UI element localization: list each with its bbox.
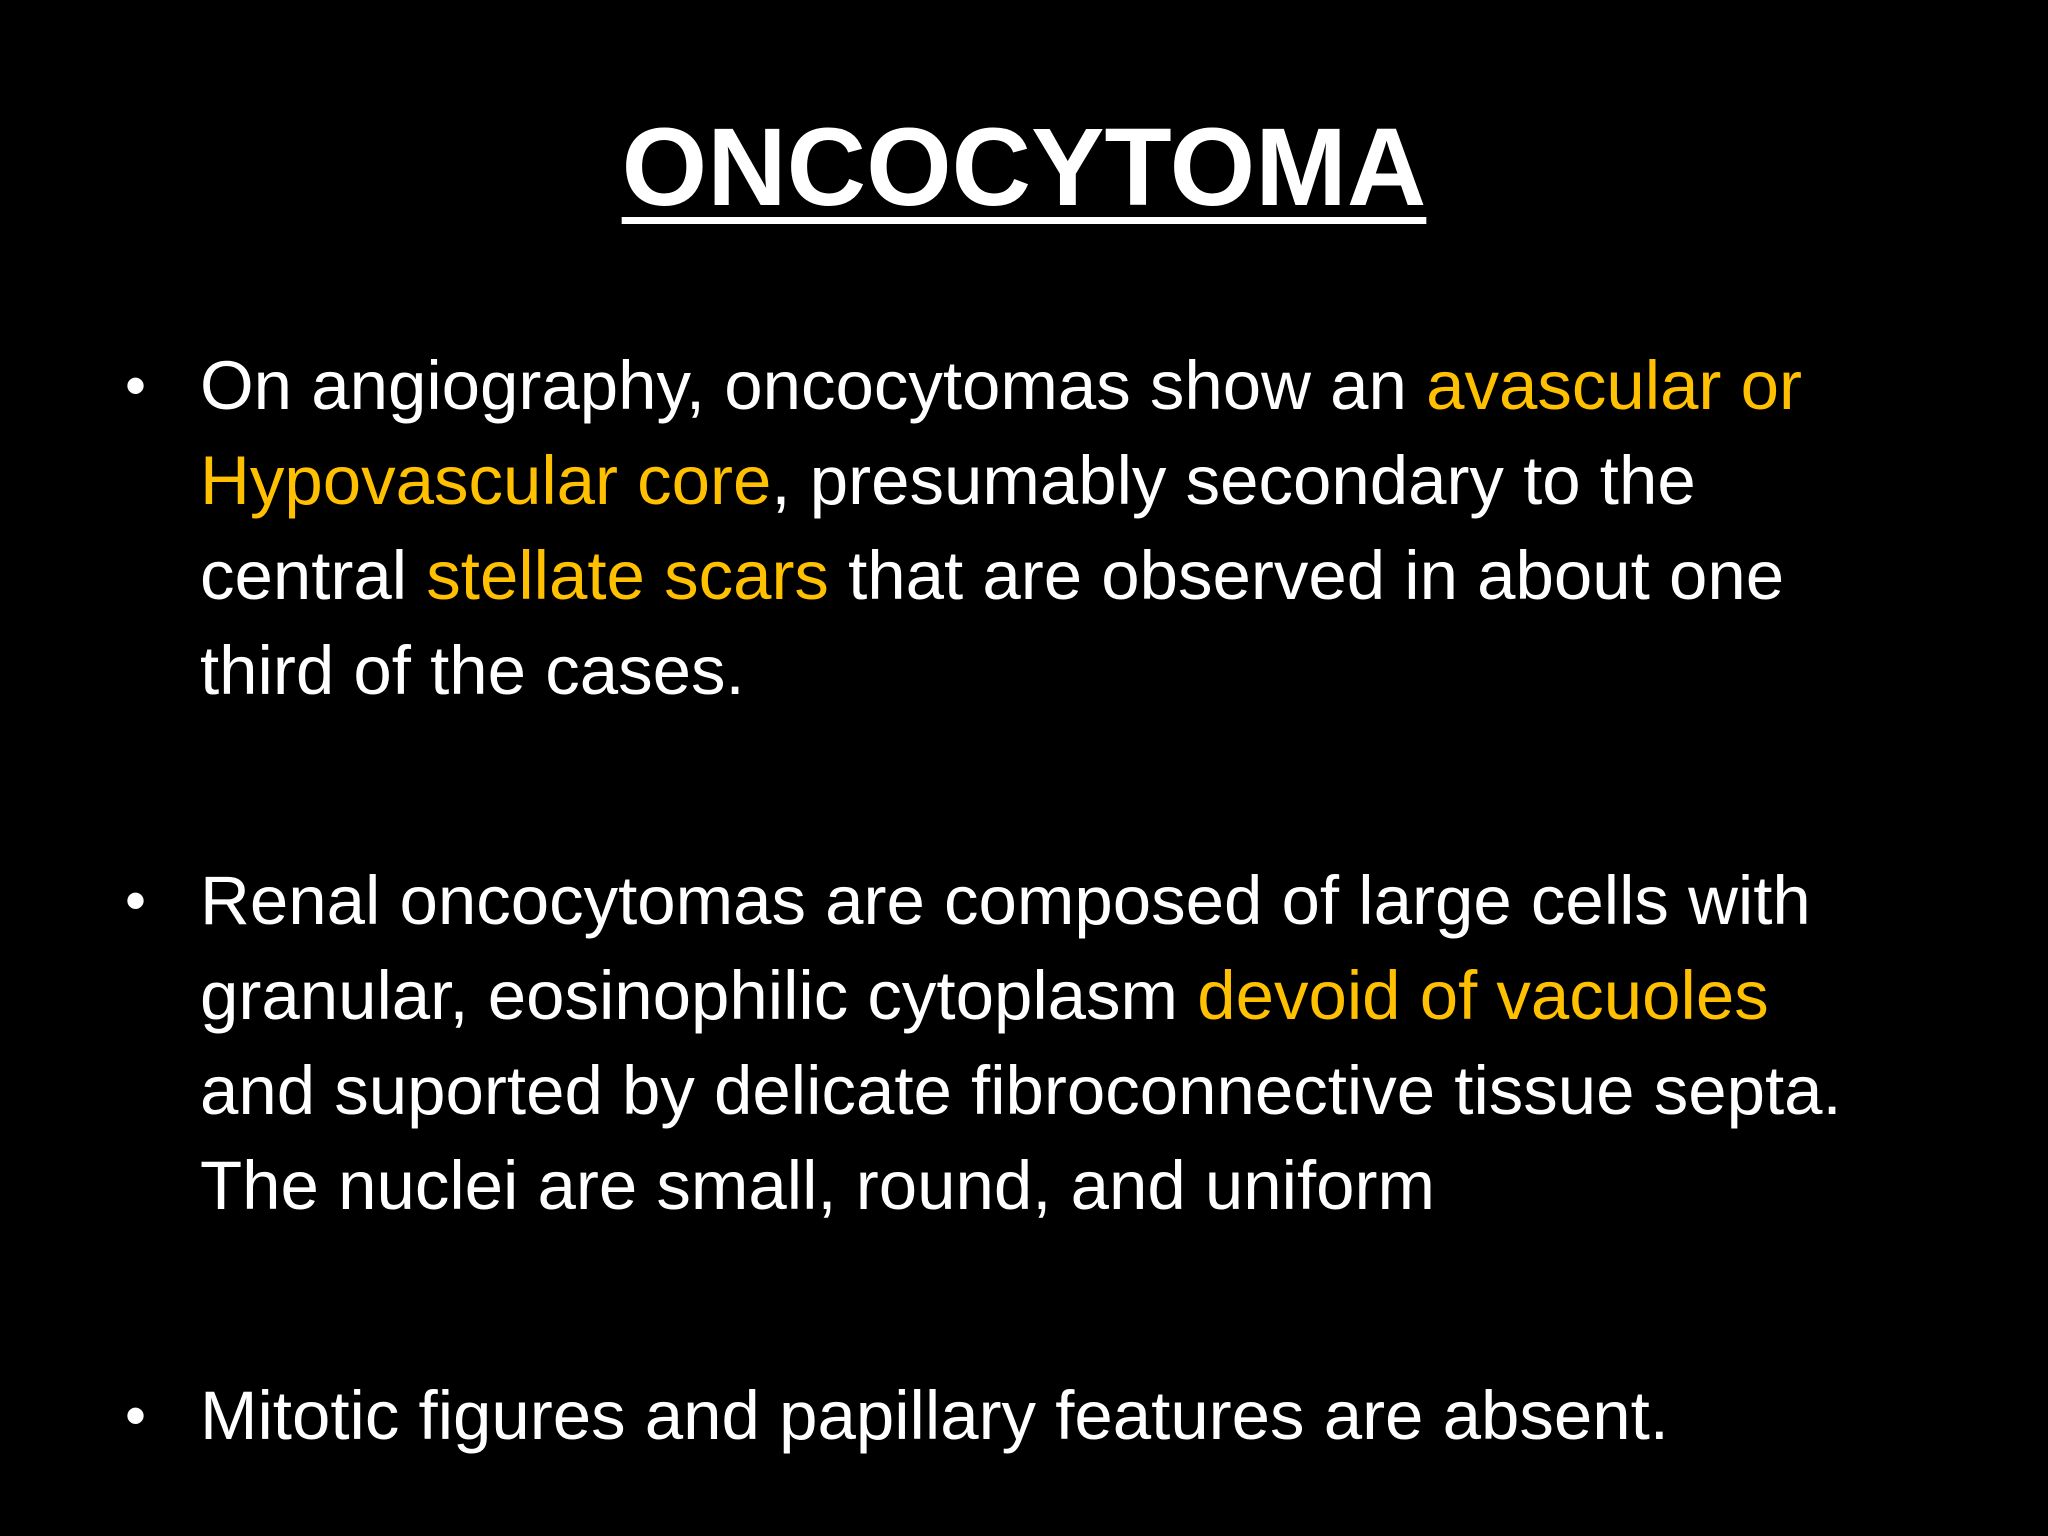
bullet-item-1 [125,338,1900,718]
bullet-3-text-1: Mitotic figures and papillary features are absent. [200,1377,1669,1454]
bullet-dot-icon: • [125,1382,147,1449]
bullet-dot-icon: • [125,352,147,419]
bullet-1-highlight-1: avascular or Hypovascular core [200,347,1802,519]
bullet-1-text-1: On angiography, oncocytomas show an [200,347,1427,424]
bullet-1-text-3: that are observed in about one third of the cases. [200,537,1785,709]
bullet-2-highlight-1: devoid of vacuoles [1197,957,1769,1034]
slide-title [0,105,2048,232]
bullet-dot-icon: • [125,867,147,934]
bullet-1-highlight-2: stellate scars [426,537,829,614]
bullet-item-2 [125,853,1900,1233]
bullet-2-text-1: Renal oncocytomas are composed of large cells with granular, eosinophilic cytoplasm [200,862,1811,1034]
bullet-2-text-2: and suported by delicate fibroconnective tissue septa. The nuclei are small, round, and uniform [200,1052,1842,1224]
bullet-item-3 [125,1368,1900,1463]
bullet-1-text-2: , presumably secondary to the central [200,442,1696,614]
slide-title-text: ONCOCYTOMA [621,106,1427,229]
